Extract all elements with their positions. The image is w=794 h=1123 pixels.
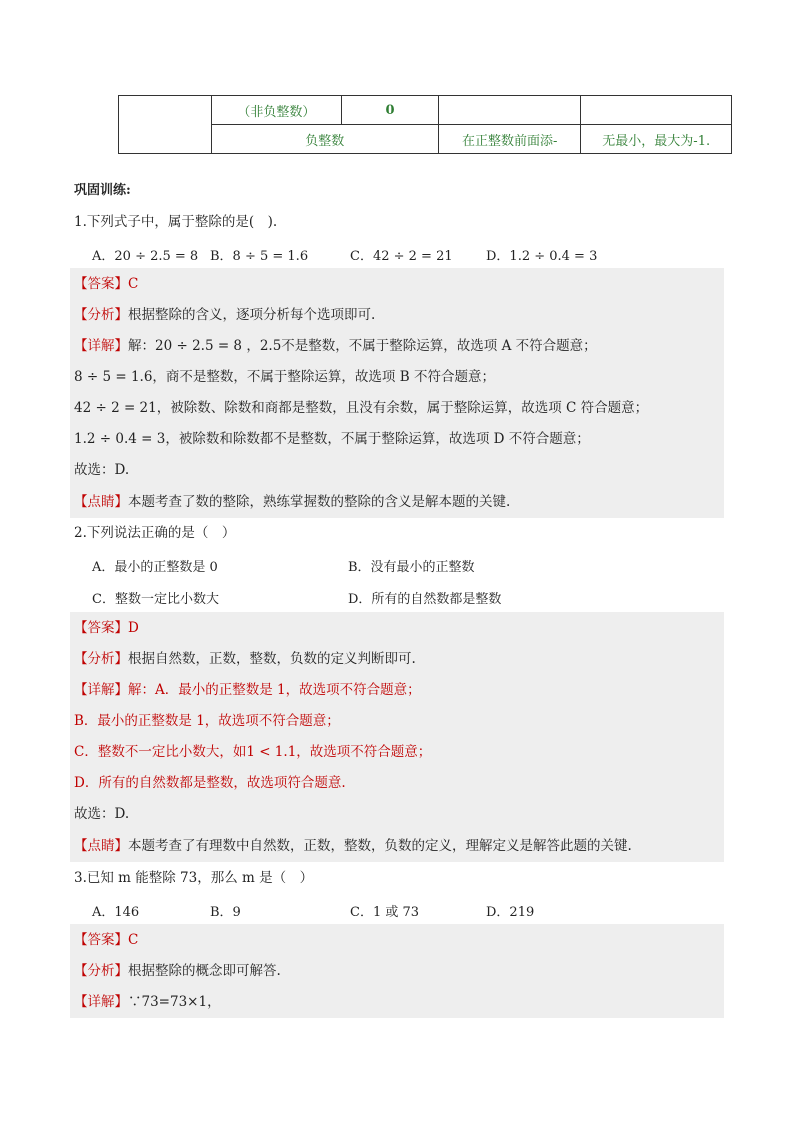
q2-analysis [74,649,416,669]
table-cell-neg-method: 在正整数前面添- [438,125,581,154]
answer-tag: 【答案】 [74,276,128,292]
q2-conclusion: 故选：D. [74,806,130,822]
table-cell-blank-1 [438,96,581,125]
q1-option-d: D．1.2 ÷ 0.4 = 3 [486,249,598,264]
analysis-tag: 【分析】 [74,651,128,667]
q3-option-d: D．219 [486,905,535,920]
q3-detail [74,992,221,1012]
q1-option-a: A．20 ÷ 2.5 = 8 [92,249,199,264]
analysis-text: 根据整除的含义，逐项分析每个选项即可. [128,307,376,323]
detail-text: 解：A．最小的正整数是 1，故选项不符合题意； [128,682,421,698]
q3-analysis [74,961,281,981]
comment-text: 本题考查了数的整除，熟练掌握数的整除的含义是解本题的关键. [128,494,511,510]
table-cell-empty [119,96,212,154]
q3-option-b: B．9 [210,905,241,920]
q2-detail-line: D．所有的自然数都是整数，故选项符合题意. [74,775,346,791]
q1-comment [74,492,510,512]
q1-option-c: C．42 ÷ 2 = 21 [350,249,453,264]
q1-option-b: B．8 ÷ 5 = 1.6 [210,249,309,264]
table-cell-zero: 0 [342,96,439,125]
q3-option-a: A．146 [92,905,140,920]
q2-option-b: B．没有最小的正整数 [348,560,475,575]
number-classification-table [118,95,732,154]
detail-tag: 【详解】 [74,994,128,1010]
table-cell-neg-range: 无最小，最大为-1. [581,125,732,154]
q2-detail-line: C．整数不一定比小数大，如1 < 1.1，故选项不符合题意； [74,744,432,760]
analysis-text: 根据自然数，正数，整数，负数的定义判断即可. [128,651,416,667]
q2-detail-line [74,680,421,700]
answer-value: C [128,276,139,292]
answer-tag: 【答案】 [74,620,128,636]
q2-option-d: D．所有的自然数都是整数 [348,592,502,607]
q1-detail-line: 42 ÷ 2 = 21，被除数、除数和商都是整数，且没有余数，属于整除运算，故选项 C 符合题意； [74,400,649,416]
q1-conclusion: 故选：D. [74,462,130,478]
q1-detail-line: 8 ÷ 5 = 1.6，商不是整数，不属于整除运算，故选项 B 不符合题意； [74,369,495,385]
table-cell-neg: 负整数 [211,125,438,154]
answer-value: D [128,620,139,636]
q2-answer [74,618,139,638]
q1-answer [74,274,138,294]
q3-answer [74,930,138,950]
analysis-tag: 【分析】 [74,307,128,323]
q1-detail-line [74,336,597,356]
q1-stem: 1.下列式子中，属于整除的是( ). [74,214,278,230]
analysis-tag: 【分析】 [74,963,128,979]
q2-comment [74,836,632,856]
q3-stem: 3.已知 m 能整除 73，那么 m 是（ ） [74,870,314,886]
q2-detail-line: B．最小的正整数是 1，故选项不符合题意； [74,713,340,729]
q2-option-c: C．整数一定比小数大 [92,592,219,607]
comment-tag: 【点睛】 [74,494,128,510]
q1-detail-line: 1.2 ÷ 0.4 = 3，被除数和除数都不是整数，不属于整除运算，故选项 D 不符合题意； [74,431,590,447]
q3-option-c: C．1 或 73 [350,905,420,920]
q2-stem: 2.下列说法正确的是（ ） [74,525,236,541]
q2-option-a: A．最小的正整数是 0 [92,560,218,575]
q1-analysis [74,305,375,325]
answer-tag: 【答案】 [74,932,128,948]
detail-text: 解：20 ÷ 2.5 = 8 ，2.5不是整数，不属于整除运算，故选项 A 不符合题意； [128,338,597,354]
table-cell-nonneg: （非负整数） [211,96,342,125]
detail-text: ∵73=73×1， [128,994,221,1010]
answer-value: C [128,932,139,948]
table-cell-blank-2 [581,96,732,125]
detail-tag: 【详解】 [74,338,128,354]
section-title: 巩固训练: [74,183,131,198]
detail-tag: 【详解】 [74,682,128,698]
comment-tag: 【点睛】 [74,838,128,854]
analysis-text: 根据整除的概念即可解答. [128,963,281,979]
comment-text: 本题考查了有理数中自然数，正数，整数，负数的定义，理解定义是解答此题的关键. [128,838,632,854]
